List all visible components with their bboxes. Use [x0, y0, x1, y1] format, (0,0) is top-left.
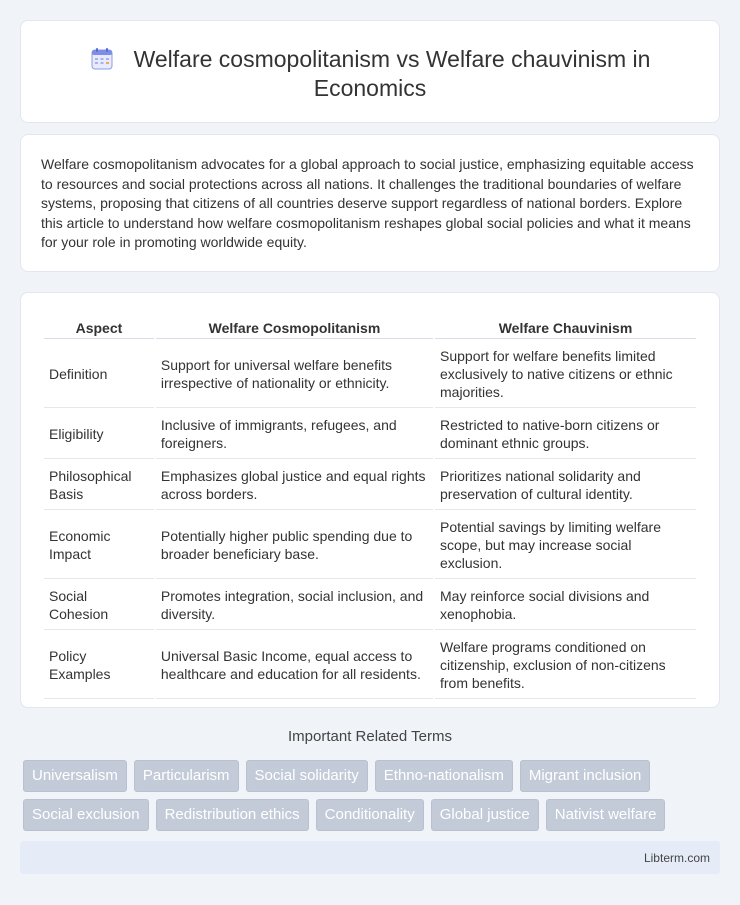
intro-card	[20, 134, 720, 272]
related-term-tag[interactable]: Migrant inclusion	[520, 760, 651, 792]
calendar-icon	[90, 47, 114, 71]
table-row	[44, 461, 696, 510]
related-term-tag[interactable]: Social solidarity	[246, 760, 368, 792]
related-terms-list	[23, 760, 713, 831]
table-row	[44, 581, 696, 630]
cell-chauvinism: Support for welfare benefits limited exclusively to native citizens or ethnic majorities.	[435, 341, 696, 408]
title-card	[20, 20, 720, 123]
cell-chauvinism: Restricted to native-born citizens or dominant ethnic groups.	[435, 410, 696, 459]
table-row	[44, 341, 696, 408]
related-term-tag[interactable]: Particularism	[134, 760, 239, 792]
cell-aspect: Eligibility	[44, 410, 154, 459]
comparison-table-card	[20, 292, 720, 708]
cell-aspect: Economic Impact	[44, 512, 154, 579]
cell-chauvinism: Welfare programs conditioned on citizenship, exclusion of non-citizens from benefits.	[435, 632, 696, 699]
related-term-tag[interactable]: Nativist welfare	[546, 799, 666, 831]
cell-cosmopolitanism: Potentially higher public spending due to broader beneficiary base.	[156, 512, 433, 579]
page-title-wrap	[21, 45, 719, 103]
related-term-tag[interactable]: Global justice	[431, 799, 539, 831]
related-term-tag[interactable]: Social exclusion	[23, 799, 149, 831]
cell-aspect: Policy Examples	[44, 632, 154, 699]
cell-cosmopolitanism: Emphasizes global justice and equal rights across borders.	[156, 461, 433, 510]
cell-chauvinism: Potential savings by limiting welfare scope, but may increase social exclusion.	[435, 512, 696, 579]
cell-cosmopolitanism: Support for universal welfare benefits irrespective of nationality or ethnicity.	[156, 341, 433, 408]
related-term-tag[interactable]: Conditionality	[316, 799, 424, 831]
cell-cosmopolitanism: Universal Basic Income, equal access to healthcare and education for all residents.	[156, 632, 433, 699]
related-term-tag[interactable]: Ethno-nationalism	[375, 760, 513, 792]
table-row	[44, 632, 696, 699]
footer-site-link[interactable]: Libterm.com	[643, 851, 710, 865]
intro-paragraph: Welfare cosmopolitanism advocates for a global approach to social justice, emphasizing equitable access to resources and social protections across all nations. It challenges the traditional boundaries of welfare systems, proposing that citizens of all countries deserve support regardless of national borders. Explore this article to understand how welfare cosmopolitanism reshapes global social policies and what it means for your role in promoting worldwide equity.	[41, 156, 694, 250]
header-chauvinism: Welfare Chauvinism	[435, 315, 696, 339]
cell-aspect: Definition	[44, 341, 154, 408]
cell-aspect: Social Cohesion	[44, 581, 154, 630]
comparison-table	[42, 313, 698, 701]
header-aspect: Aspect	[44, 315, 154, 339]
table-row	[44, 410, 696, 459]
footer	[20, 841, 720, 874]
cell-chauvinism: May reinforce social divisions and xenophobia.	[435, 581, 696, 630]
related-terms-title: Important Related Terms	[288, 728, 452, 745]
table-row	[44, 512, 696, 579]
cell-aspect: Philosophical Basis	[44, 461, 154, 510]
cell-cosmopolitanism: Inclusive of immigrants, refugees, and foreigners.	[156, 410, 433, 459]
cell-chauvinism: Prioritizes national solidarity and preservation of cultural identity.	[435, 461, 696, 510]
related-term-tag[interactable]: Universalism	[23, 760, 127, 792]
page-title: Welfare cosmopolitanism vs Welfare chauvinism in Economics	[133, 46, 651, 101]
related-term-tag[interactable]: Redistribution ethics	[156, 799, 309, 831]
cell-cosmopolitanism: Promotes integration, social inclusion, and diversity.	[156, 581, 433, 630]
header-cosmopolitanism: Welfare Cosmopolitanism	[156, 315, 433, 339]
table-header-row	[44, 315, 696, 339]
